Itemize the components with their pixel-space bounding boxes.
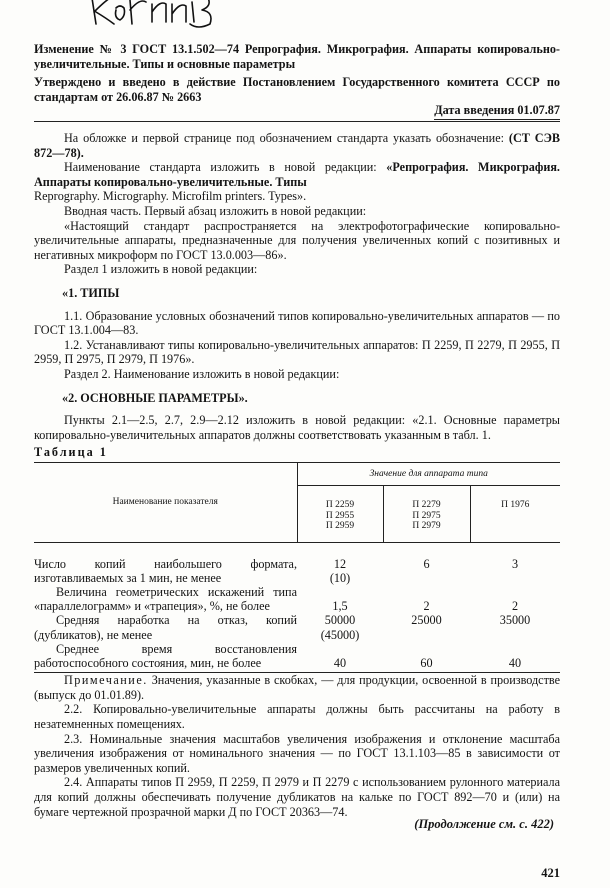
- continuation-note: (Продолжение см. с. 422): [414, 817, 554, 831]
- table-row-name: Число копий наибольшего формата, изготавливаемых за 1 мин, не менее: [34, 556, 297, 585]
- parameters-table: [34, 462, 560, 673]
- amendment-header: [34, 42, 560, 105]
- note-text: Значения, указанные в скобках, — для продукции, освоенной в производстве (выпуск до 01.01.89).: [34, 673, 561, 702]
- table-cell: 1,5: [332, 599, 348, 614]
- intro-paragraph-5: Раздел 1 изложить в новой редакции:: [64, 262, 258, 277]
- table-row: [34, 642, 560, 673]
- table-cell: 12 (10): [329, 556, 351, 585]
- table-note: [34, 673, 560, 702]
- table-cell: 40: [333, 656, 347, 670]
- item-2-2: 2.2. Копировально-увеличительные аппараты должны быть рассчитаны на работу в незатемненных помещениях.: [34, 702, 560, 731]
- table-cell: 2: [511, 599, 519, 614]
- table-header-value: Значение для аппарата типа: [297, 462, 560, 485]
- table-cell: 50000 (45000): [320, 613, 360, 642]
- section-2-title: «2. ОСНОВНЫЕ ПАРАМЕТРЫ».: [62, 390, 248, 405]
- table-row: [34, 542, 560, 585]
- table-cell: 35000: [499, 613, 531, 628]
- section-1-item-1: 1.1. Образование условных обозначений типов копировально-увеличительных аппаратов — по ГОСТ 13.1.004—83.: [34, 308, 560, 338]
- intro-p1-text: На обложке и первой странице под обозначением стандарта указать обозначение:: [64, 131, 509, 145]
- handwritten-note: [86, 0, 246, 28]
- section-2-paragraph: Пункты 2.1—2.5, 2.7, 2.9—2.12 изложить в новой редакции: «2.1. Основные параметры копировально-увеличительных аппаратов должны соответствовать указанным в табл. 1.: [34, 413, 560, 442]
- intro-p2-title: «Репрография. Микрография. Аппараты копировально-увеличительные. Типы: [34, 160, 560, 189]
- note-heading: Примечание.: [64, 673, 148, 688]
- intro-paragraph-3: Вводная часть. Первый абзац изложить в новой редакции:: [64, 203, 367, 218]
- page-number: 421: [541, 866, 560, 880]
- intro-paragraph-2: [34, 160, 560, 189]
- table-row-name: Среднее время восстановления работоспособного состояния, мин, не более: [34, 641, 297, 670]
- effective-date: Дата введения 01.07.87: [434, 103, 560, 120]
- table-caption: Таблица 1: [34, 445, 108, 460]
- intro-paragraph-4: «Настоящий стандарт распространяется на электрофотографические копировально-увеличительные аппараты, предназначенные для получения увеличенных копий с позитивных и негативных микроформ по ГОСТ 13.0.003—86».: [34, 218, 560, 262]
- table-row: [34, 613, 560, 641]
- amendment-title: Изменение № 3 ГОСТ 13.1.502—74 Репрография. Микрография. Аппараты копировально-увеличительные. Типы и основные параметры: [34, 42, 560, 71]
- table-row-name: Средняя наработка на отказ, копий (дубликатов), не менее: [34, 613, 297, 642]
- intro-p1-designation: (СТ СЭВ 872—78).: [34, 131, 560, 160]
- intro-paragraph-2-english: Reprography. Micrography. Microfilm printers. Types».: [34, 189, 307, 204]
- item-2-4: 2.4. Аппараты типов П 2959, П 2259, П 2979 и П 2279 с использованием рулонного материала для копий должны обеспечивать получение дубликатов на кальке по ГОСТ 892—70 и (или) на бумаге чертежной прозрачной марки Д по ГОСТ 20363—74.: [34, 775, 560, 819]
- table-cell: 60: [420, 656, 433, 670]
- item-2-3: 2.3. Номинальные значения масштабов увеличения изображения и отклонение масштаба увеличения изображения от номинального значения — по ГОСТ 13.1.103—85 в зависимости от размеров увеличенных копий.: [34, 731, 560, 775]
- table-cell: 3: [511, 556, 519, 571]
- intro-p2-text: Наименование стандарта изложить в новой редакции:: [64, 160, 387, 175]
- table-column-header: П 1976: [470, 486, 560, 543]
- table-cell: 2: [423, 599, 430, 614]
- header-divider: [34, 121, 560, 122]
- table-column-header: П 2259 П 2955 П 2959: [297, 486, 383, 543]
- table-header-name: Наименование показателя: [34, 462, 297, 542]
- intro-paragraph-1: [34, 131, 560, 160]
- table-row-name: Величина геометрических искажений типа «параллелограмм» и «трапеция», %, не более: [34, 584, 297, 614]
- document-body: [34, 131, 560, 819]
- table-cell: 6: [423, 556, 430, 571]
- section-1-item-2: 1.2. Устанавливают типы копировально-увеличительных аппаратов: П 2259, П 2279, П 2955, П 2959, П 2975, П 2979, П 1976».: [34, 337, 560, 367]
- approval-statement: Утверждено и введено в действие Постановлением Государственного комитета СССР по стандартам от 26.06.87 № 2663: [34, 75, 560, 104]
- table-cell: 25000: [411, 613, 442, 628]
- table-column-header: П 2279 П 2975 П 2979: [383, 486, 470, 543]
- table-cell: 40: [508, 656, 522, 670]
- section-1-title: «1. ТИПЫ: [62, 285, 120, 300]
- section-1-note: Раздел 2. Наименование изложить в новой редакции:: [64, 366, 340, 381]
- table-row: [34, 585, 560, 613]
